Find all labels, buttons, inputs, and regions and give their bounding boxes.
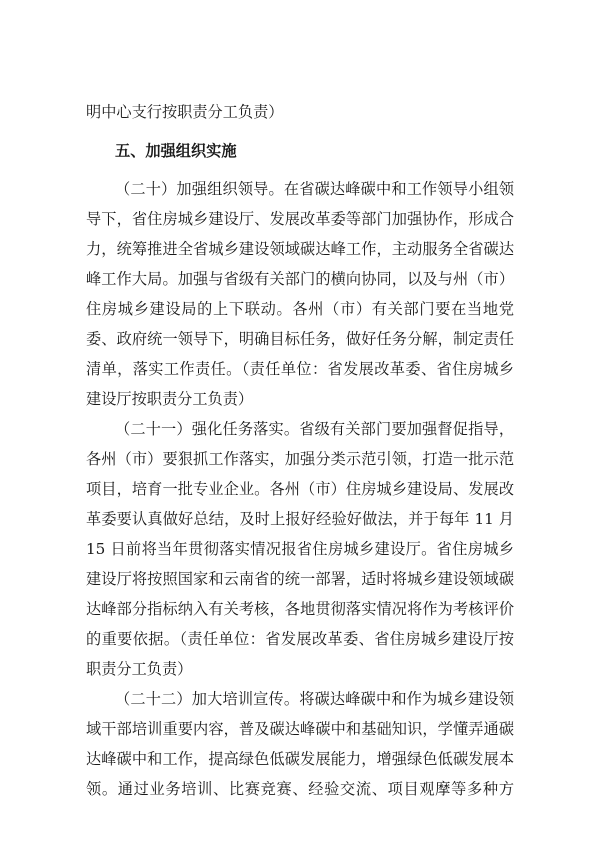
text-line: 达峰碳中和工作，提高绿色低碳发展能力，增强绿色低碳发展本 <box>86 750 514 768</box>
text-line: 明中心支行按职责分工负责） <box>86 103 284 121</box>
text-line: 住房城乡建设局的上下联动。各州（市）有关部门要在当地党 <box>86 300 514 318</box>
text-line: 职责分工负责） <box>86 660 193 678</box>
text-line: 15 日前将当年贯彻落实情况报省住房城乡建设厅。省住房城乡 <box>86 540 514 558</box>
text-line: （二十）加强组织领导。在省碳达峰碳中和工作领导小组领 <box>115 180 514 198</box>
text-line: 建设厅将按照国家和云南省的统一部署，适时将城乡建设领域碳 <box>86 570 514 588</box>
text-line: 域干部培训重要内容，普及碳达峰碳中和基础知识，学懂弄通碳 <box>86 720 514 738</box>
section-heading: 五、加强组织实施 <box>115 142 237 160</box>
text-line: 清单，落实工作责任。（责任单位：省发展改革委、省住房城乡 <box>86 360 514 378</box>
text-line: （二十二）加大培训宣传。将碳达峰碳中和作为城乡建设领 <box>115 690 514 708</box>
text-line: 建设厅按职责分工负责） <box>86 390 254 408</box>
text-line: 峰工作大局。加强与省级有关部门的横向协同，以及与州（市） <box>86 270 514 288</box>
text-line: 达峰部分指标纳入有关考核，各地贯彻落实情况将作为考核评价 <box>86 600 514 618</box>
text-line: 领。通过业务培训、比赛竞赛、经验交流、项目观摩等多种方 <box>86 780 514 798</box>
text-line: 项目，培育一批专业企业。各州（市）住房城乡建设局、发展改 <box>86 480 514 498</box>
text-line: 力，统筹推进全省城乡建设领域碳达峰工作，主动服务全省碳达 <box>86 240 514 258</box>
text-line: 委、政府统一领导下，明确目标任务，做好任务分解，制定责任 <box>86 330 514 348</box>
text-line: 革委要认真做好总结，及时上报好经验好做法，并于每年 11 月 <box>86 510 514 528</box>
text-line: （二十一）强化任务落实。省级有关部门要加强督促指导， <box>115 420 514 438</box>
text-line: 导下，省住房城乡建设厅、发展改革委等部门加强协作，形成合 <box>86 210 514 228</box>
text-line: 的重要依据。（责任单位：省发展改革委、省住房城乡建设厅按 <box>86 630 514 648</box>
text-line: 各州（市）要狠抓工作落实，加强分类示范引领，打造一批示范 <box>86 450 514 468</box>
